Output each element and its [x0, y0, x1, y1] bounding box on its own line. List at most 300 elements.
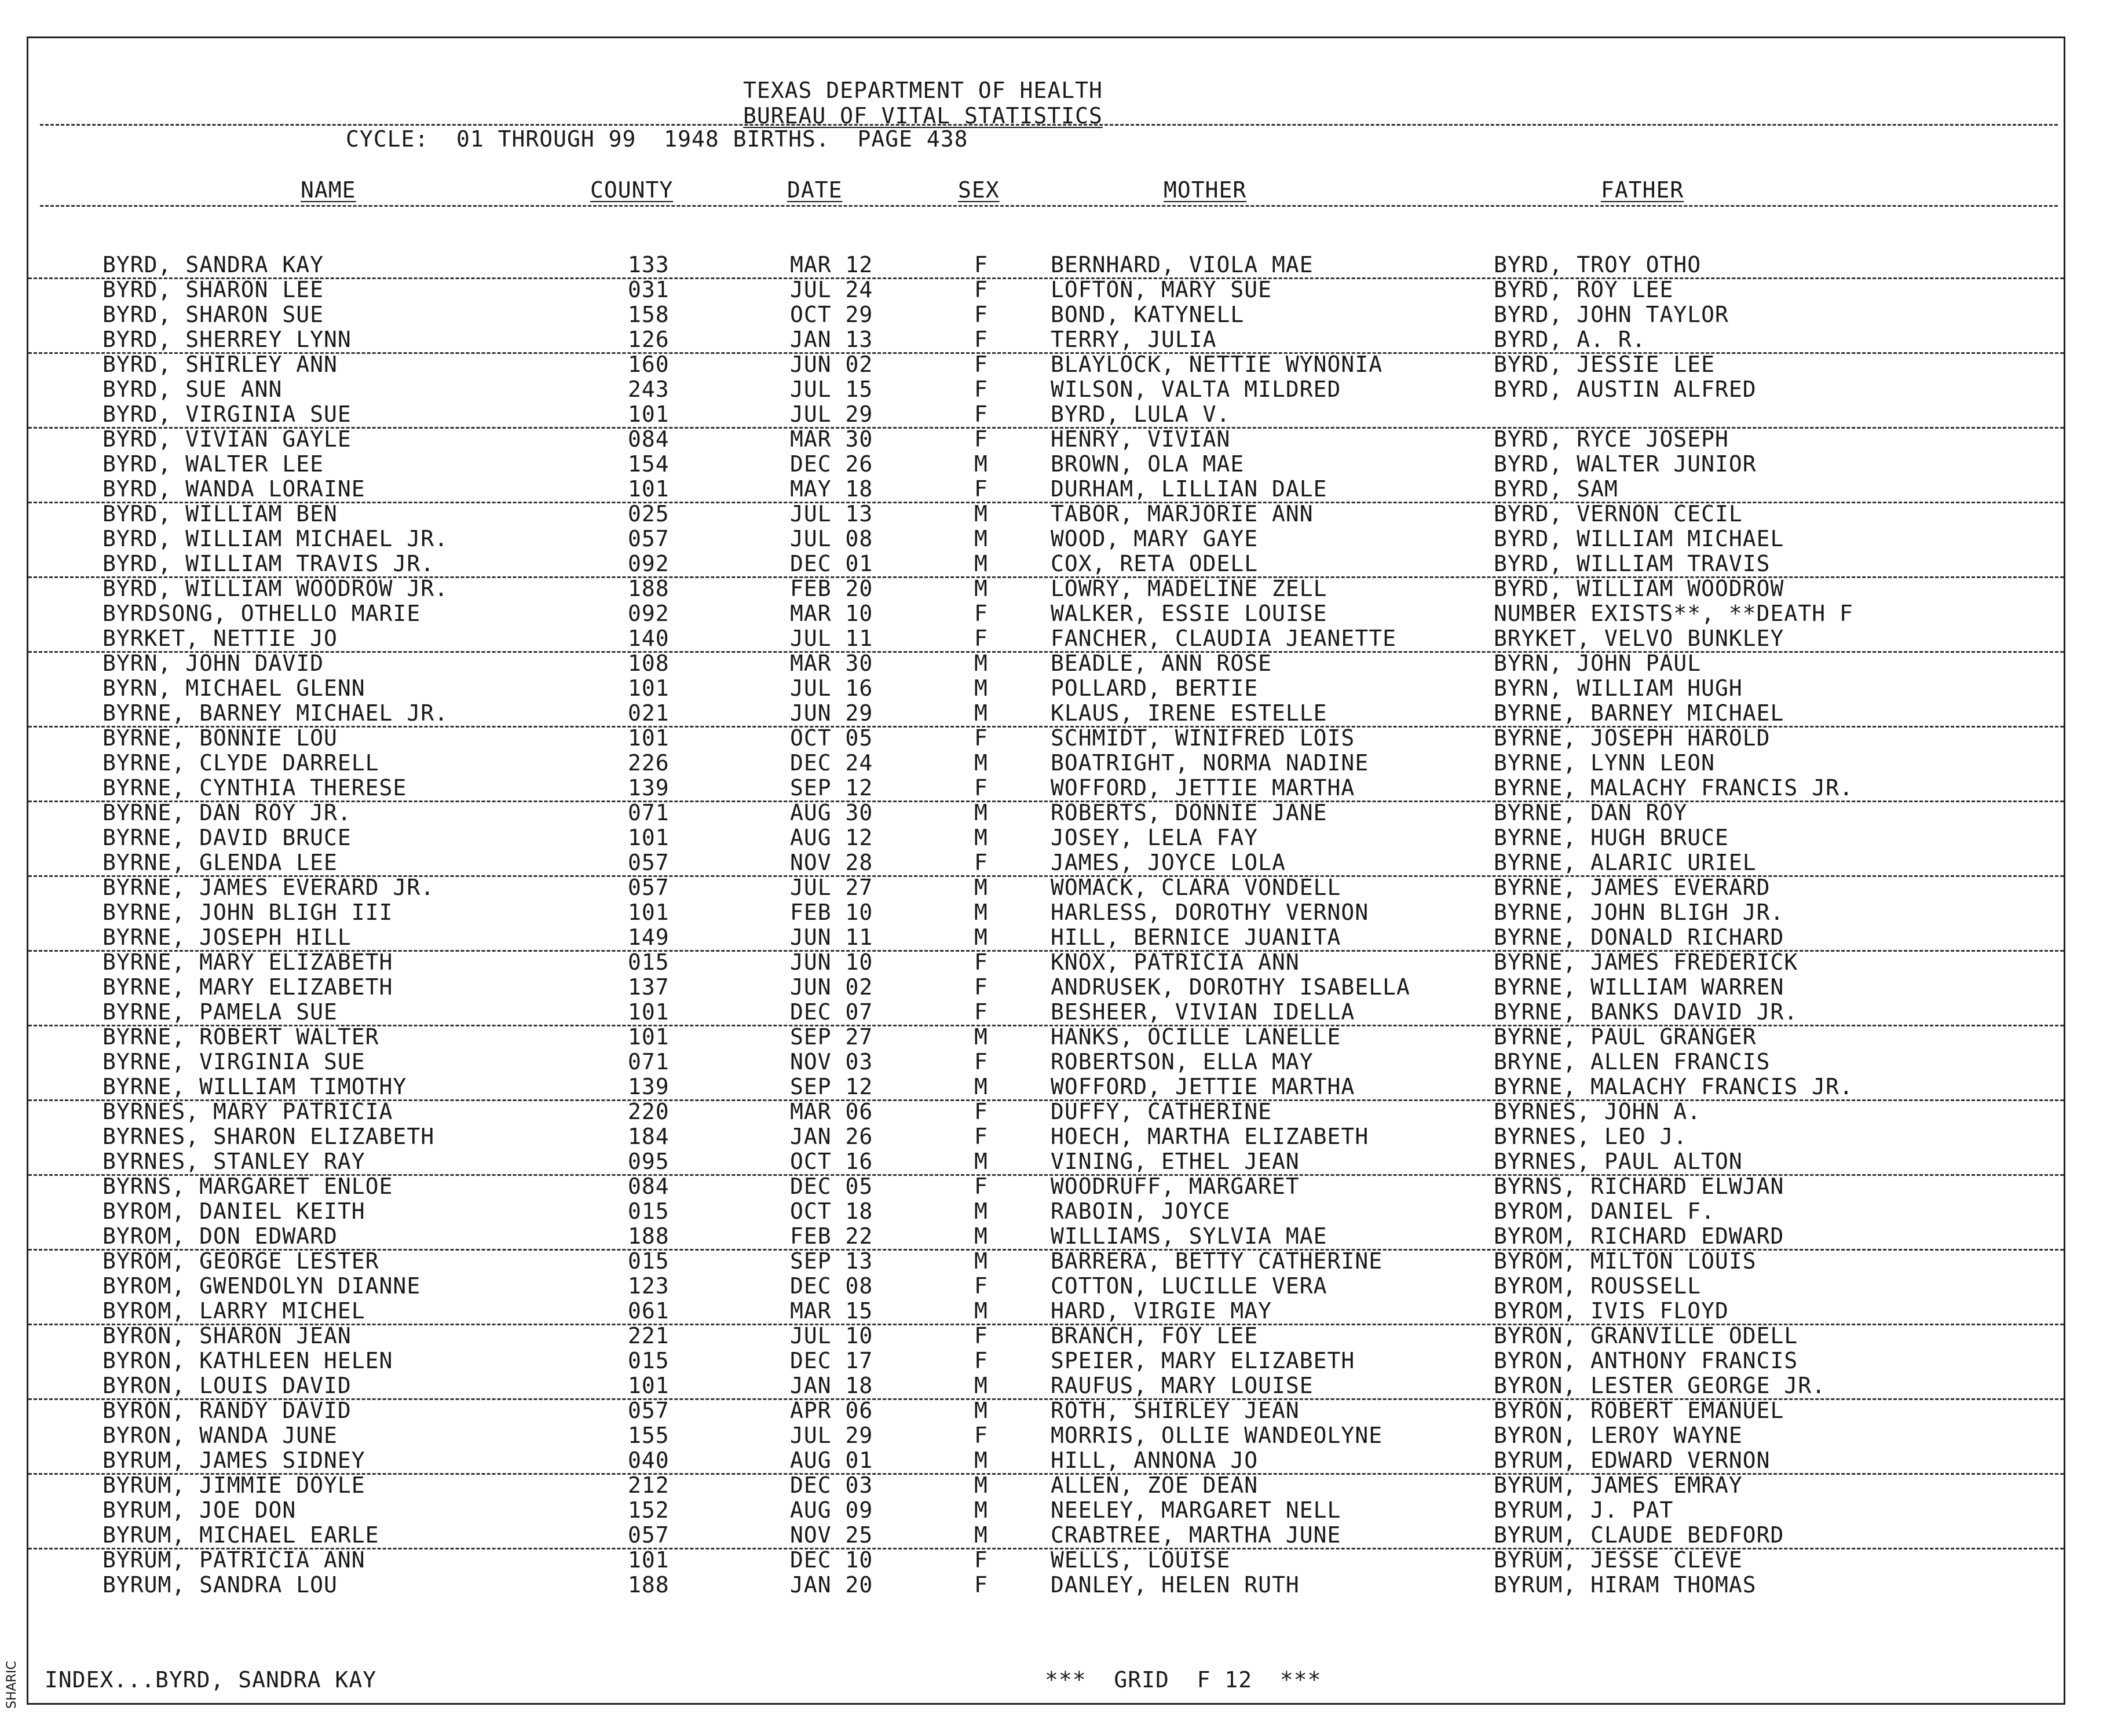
- cell-name: BYRD, SANDRA KAY: [103, 252, 324, 277]
- cell-father: BRYKET, VELVO BUNKLEY: [1494, 626, 1784, 651]
- cell-father: BYRON, LESTER GEORGE JR.: [1494, 1373, 1826, 1398]
- cell-sex: F: [974, 302, 988, 327]
- cell-name: BYRON, WANDA JUNE: [103, 1423, 338, 1448]
- cell-name: BYRN, MICHAEL GLENN: [103, 675, 365, 701]
- table-row: [28, 1199, 2064, 1224]
- cell-county: 015: [628, 1348, 670, 1373]
- cell-mother: ROBERTS, DONNIE JANE: [1051, 800, 1327, 825]
- cell-name: BYRD, WILLIAM WOODROW JR.: [103, 576, 448, 601]
- cell-father: BYRD, WILLIAM TRAVIS: [1494, 551, 1771, 576]
- cell-county: 101: [628, 1373, 670, 1398]
- table-row: [28, 1274, 2064, 1299]
- cell-mother: VINING, ETHEL JEAN: [1051, 1149, 1300, 1174]
- cell-mother: WOOD, MARY GAYE: [1051, 526, 1259, 551]
- table-row: [28, 527, 2064, 551]
- cell-date: DEC 26: [790, 451, 873, 477]
- cell-county: 057: [628, 1398, 670, 1423]
- cell-sex: M: [974, 650, 988, 676]
- cell-name: BYRD, WILLIAM BEN: [103, 501, 338, 527]
- table-row: [28, 1324, 2064, 1348]
- cell-father: BYRNE, HUGH BRUCE: [1494, 825, 1729, 850]
- cell-county: 084: [628, 426, 670, 452]
- cell-date: MAR 06: [790, 1099, 873, 1124]
- cell-date: JUL 27: [790, 875, 873, 900]
- cell-date: JUN 02: [790, 974, 873, 1000]
- cell-mother: CRABTREE, MARTHA JUNE: [1051, 1522, 1341, 1548]
- cell-mother: HENRY, VIVIAN: [1051, 426, 1231, 452]
- cell-sex: M: [974, 800, 988, 825]
- cell-county: 025: [628, 501, 670, 527]
- cell-mother: WOFFORD, JETTIE MARTHA: [1051, 775, 1355, 801]
- cell-date: MAR 10: [790, 601, 873, 626]
- cell-mother: FANCHER, CLAUDIA JEANETTE: [1051, 626, 1396, 651]
- table-row: [28, 402, 2064, 429]
- records-table: [28, 38, 2064, 1703]
- table-row: [28, 327, 2064, 354]
- cell-father: BYRON, LEROY WAYNE: [1494, 1423, 1743, 1448]
- table-row: [28, 975, 2064, 1000]
- cell-mother: BOATRIGHT, NORMA NADINE: [1051, 750, 1369, 776]
- cell-father: BYRD, TROY OTHO: [1494, 252, 1702, 277]
- cell-name: BYRDSONG, OTHELLO MARIE: [103, 601, 421, 626]
- cell-mother: TERRY, JULIA: [1051, 327, 1217, 352]
- cell-sex: M: [974, 875, 988, 900]
- column-header-father: FATHER: [1601, 177, 1684, 203]
- cell-name: BYRUM, SANDRA LOU: [103, 1572, 338, 1598]
- cell-sex: F: [974, 252, 988, 277]
- cell-name: BYRD, WANDA LORAINE: [103, 476, 365, 502]
- cell-county: 101: [628, 476, 670, 502]
- cell-name: BYRUM, PATRICIA ANN: [103, 1547, 365, 1573]
- cell-date: SEP 12: [790, 775, 873, 801]
- table-row: [28, 1373, 2064, 1400]
- cell-name: BYRUM, JOE DON: [103, 1497, 297, 1523]
- table-row: [28, 452, 2064, 477]
- cell-sex: F: [974, 775, 988, 801]
- cell-sex: M: [974, 675, 988, 701]
- cell-name: BYRON, RANDY DAVID: [103, 1398, 352, 1423]
- cell-sex: M: [974, 1497, 988, 1523]
- cell-father: BYRUM, J. PAT: [1494, 1497, 1674, 1523]
- cell-name: BYROM, GEORGE LESTER: [103, 1248, 379, 1274]
- cell-county: 155: [628, 1423, 670, 1448]
- cell-county: 092: [628, 551, 670, 576]
- table-row: [28, 925, 2064, 952]
- cell-county: 137: [628, 974, 670, 1000]
- cell-name: BYRD, SHIRLEY ANN: [103, 352, 338, 377]
- cell-father: BYRUM, EDWARD VERNON: [1494, 1448, 1771, 1473]
- cell-sex: F: [974, 601, 988, 626]
- cell-father: BRYNE, ALLEN FRANCIS: [1494, 1049, 1771, 1075]
- cell-date: AUG 30: [790, 800, 873, 825]
- table-row: [28, 701, 2064, 728]
- table-row: [28, 726, 2064, 751]
- cell-sex: F: [974, 476, 988, 502]
- cell-date: MAR 30: [790, 426, 873, 452]
- cell-father: BYRUM, JESSE CLEVE: [1494, 1547, 1743, 1573]
- table-row: [28, 1050, 2064, 1075]
- table-row: [28, 1224, 2064, 1251]
- cell-sex: F: [974, 1124, 988, 1149]
- cell-date: NOV 28: [790, 850, 873, 875]
- cell-sex: F: [974, 1273, 988, 1299]
- cell-county: 095: [628, 1149, 670, 1174]
- cell-name: BYRD, SHERREY LYNN: [103, 327, 352, 352]
- cell-date: JUL 08: [790, 526, 873, 551]
- cell-county: 101: [628, 675, 670, 701]
- cell-date: FEB 22: [790, 1223, 873, 1249]
- cell-name: BYRNE, DAN ROY JR.: [103, 800, 352, 825]
- cell-county: 057: [628, 526, 670, 551]
- table-row: [28, 253, 2064, 279]
- table-row: [28, 1398, 2064, 1423]
- report-subtitle: BUREAU OF VITAL STATISTICS: [743, 103, 1103, 129]
- cell-father: NUMBER EXISTS**, **DEATH F: [1494, 601, 1853, 626]
- cell-sex: F: [974, 1099, 988, 1124]
- cell-sex: F: [974, 725, 988, 751]
- cell-sex: M: [974, 1398, 988, 1423]
- table-row: [28, 1423, 2064, 1448]
- cell-mother: DANLEY, HELEN RUTH: [1051, 1572, 1300, 1598]
- column-header-mother: MOTHER: [1164, 177, 1247, 203]
- cell-father: BYRNE, DAN ROY: [1494, 800, 1688, 825]
- cell-sex: F: [974, 1572, 988, 1598]
- cell-father: BYRON, ANTHONY FRANCIS: [1494, 1348, 1798, 1373]
- cell-county: 101: [628, 401, 670, 427]
- cell-mother: BEADLE, ANN ROSE: [1051, 650, 1272, 676]
- cell-name: BYRUM, MICHAEL EARLE: [103, 1522, 379, 1548]
- cell-mother: SCHMIDT, WINIFRED LOIS: [1051, 725, 1355, 751]
- table-row: [28, 551, 2064, 578]
- table-row: [28, 1448, 2064, 1475]
- table-row: [28, 277, 2064, 302]
- table-row: [28, 1000, 2064, 1026]
- cell-father: BYRNE, LYNN LEON: [1494, 750, 1716, 776]
- table-row: [28, 1075, 2064, 1101]
- cell-mother: ALLEN, ZOE DEAN: [1051, 1472, 1259, 1498]
- cell-county: 140: [628, 626, 670, 651]
- cell-sex: M: [974, 1298, 988, 1324]
- cell-county: 152: [628, 1497, 670, 1523]
- cell-date: OCT 29: [790, 302, 873, 327]
- cell-mother: BYRD, LULA V.: [1051, 401, 1231, 427]
- cell-mother: WILLIAMS, SYLVIA MAE: [1051, 1223, 1327, 1249]
- cell-sex: F: [974, 1348, 988, 1373]
- table-row: [28, 1299, 2064, 1325]
- table-row: [28, 1573, 2064, 1598]
- table-row: [28, 1099, 2064, 1124]
- cell-date: JUL 24: [790, 277, 873, 302]
- cell-father: BYRD, RYCE JOSEPH: [1494, 426, 1729, 452]
- cell-mother: WOODRUFF, MARGARET: [1051, 1174, 1300, 1199]
- cell-name: BYRUM, JIMMIE DOYLE: [103, 1472, 365, 1498]
- cell-father: BYRNE, ALARIC URIEL: [1494, 850, 1757, 875]
- table-row: [28, 950, 2064, 975]
- table-row: [28, 377, 2064, 402]
- cell-name: BYRNE, CLYDE DARRELL: [103, 750, 379, 776]
- cell-sex: F: [974, 401, 988, 427]
- cell-name: BYRNE, WILLIAM TIMOTHY: [103, 1074, 407, 1099]
- cell-county: 015: [628, 949, 670, 975]
- cell-sex: M: [974, 1223, 988, 1249]
- cell-date: OCT 18: [790, 1198, 873, 1224]
- cell-sex: M: [974, 1149, 988, 1174]
- cell-date: AUG 09: [790, 1497, 873, 1523]
- cell-mother: HOECH, MARTHA ELIZABETH: [1051, 1124, 1369, 1149]
- cell-father: BYRNE, BARNEY MICHAEL: [1494, 700, 1784, 726]
- cell-name: BYRD, WILLIAM MICHAEL JR.: [103, 526, 448, 551]
- cell-mother: BLAYLOCK, NETTIE WYNONIA: [1051, 352, 1383, 377]
- cell-mother: RAUFUS, MARY LOUISE: [1051, 1373, 1314, 1398]
- cell-name: BYRN, JOHN DAVID: [103, 650, 324, 676]
- cell-name: BYRD, VIVIAN GAYLE: [103, 426, 352, 452]
- table-row: [28, 1348, 2064, 1373]
- cell-father: BYRNE, JOSEPH HAROLD: [1494, 725, 1771, 751]
- cell-county: 188: [628, 1572, 670, 1598]
- cell-name: BYRON, KATHLEEN HELEN: [103, 1348, 393, 1373]
- column-header-date: DATE: [787, 177, 843, 203]
- cell-father: BYROM, DANIEL F.: [1494, 1198, 1716, 1224]
- cell-father: BYRNE, MALACHY FRANCIS JR.: [1494, 1074, 1853, 1099]
- cell-county: 133: [628, 252, 670, 277]
- table-row: [28, 825, 2064, 850]
- cell-father: BYRN, WILLIAM HUGH: [1494, 675, 1743, 701]
- cell-date: JAN 20: [790, 1572, 873, 1598]
- cell-mother: WELLS, LOUISE: [1051, 1547, 1231, 1573]
- cell-sex: F: [974, 999, 988, 1025]
- cell-name: BYRNES, MARY PATRICIA: [103, 1099, 393, 1124]
- table-row: [28, 1523, 2064, 1549]
- cell-mother: JOSEY, LELA FAY: [1051, 825, 1259, 850]
- table-row: [28, 776, 2064, 802]
- cell-mother: BESHEER, VIVIAN IDELLA: [1051, 999, 1355, 1025]
- cell-mother: BRANCH, FOY LEE: [1051, 1323, 1259, 1348]
- cell-father: BYRNES, LEO J.: [1494, 1124, 1688, 1149]
- cell-county: 160: [628, 352, 670, 377]
- table-row: [28, 1174, 2064, 1199]
- cell-father: BYROM, MILTON LOUIS: [1494, 1248, 1757, 1274]
- cell-sex: M: [974, 924, 988, 950]
- cell-father: BYRN, JOHN PAUL: [1494, 650, 1702, 676]
- table-row: [28, 1025, 2064, 1050]
- cell-mother: HILL, ANNONA JO: [1051, 1448, 1259, 1473]
- table-row: [28, 801, 2064, 825]
- cell-name: BYRD, SHARON SUE: [103, 302, 324, 327]
- table-row: [28, 576, 2064, 601]
- cell-father: BYRNE, BANKS DAVID JR.: [1494, 999, 1798, 1025]
- cell-county: 188: [628, 576, 670, 601]
- cell-father: BYRD, JESSIE LEE: [1494, 352, 1716, 377]
- cell-date: FEB 10: [790, 900, 873, 925]
- report-title: TEXAS DEPARTMENT OF HEALTH: [743, 78, 1103, 103]
- cell-county: 139: [628, 775, 670, 801]
- cell-sex: F: [974, 426, 988, 452]
- cell-date: MAY 18: [790, 476, 873, 502]
- cell-father: BYRD, ROY LEE: [1494, 277, 1674, 302]
- cell-county: 188: [628, 1223, 670, 1249]
- cell-date: SEP 13: [790, 1248, 873, 1274]
- cell-county: 021: [628, 700, 670, 726]
- cell-sex: M: [974, 750, 988, 776]
- cell-father: BYROM, RICHARD EDWARD: [1494, 1223, 1784, 1249]
- cell-mother: LOWRY, MADELINE ZELL: [1051, 576, 1327, 601]
- cell-mother: MORRIS, OLLIE WANDEOLYNE: [1051, 1423, 1383, 1448]
- cell-county: 101: [628, 1547, 670, 1573]
- cell-county: 154: [628, 451, 670, 477]
- cell-father: BYRNE, WILLIAM WARREN: [1494, 974, 1784, 1000]
- cell-mother: RABOIN, JOYCE: [1051, 1198, 1231, 1224]
- cell-sex: F: [974, 1547, 988, 1573]
- cell-name: BYRD, VIRGINIA SUE: [103, 401, 352, 427]
- cell-name: BYROM, LARRY MICHEL: [103, 1298, 365, 1324]
- cell-date: OCT 16: [790, 1149, 873, 1174]
- cell-mother: HANKS, OCILLE LANELLE: [1051, 1024, 1341, 1050]
- cell-date: DEC 10: [790, 1547, 873, 1573]
- cell-date: JUN 10: [790, 949, 873, 975]
- cell-mother: DUFFY, CATHERINE: [1051, 1099, 1272, 1124]
- cell-father: BYRD, WALTER JUNIOR: [1494, 451, 1757, 477]
- cell-date: FEB 20: [790, 576, 873, 601]
- cell-name: BYROM, DANIEL KEITH: [103, 1198, 365, 1224]
- cell-name: BYRD, SUE ANN: [103, 377, 283, 402]
- cell-date: JUL 13: [790, 501, 873, 527]
- cell-sex: F: [974, 626, 988, 651]
- cell-father: BYRD, WILLIAM WOODROW: [1494, 576, 1784, 601]
- cell-mother: ROBERTSON, ELLA MAY: [1051, 1049, 1314, 1075]
- side-stamp: SHARIC: [5, 1661, 19, 1709]
- cell-date: SEP 12: [790, 1074, 873, 1099]
- column-header-sex: SEX: [958, 177, 1000, 203]
- cell-county: 126: [628, 327, 670, 352]
- cell-mother: HARLESS, DOROTHY VERNON: [1051, 900, 1369, 925]
- cell-father: BYRD, A. R.: [1494, 327, 1646, 352]
- cell-date: AUG 12: [790, 825, 873, 850]
- cell-name: BYRNE, JAMES EVERARD JR.: [103, 875, 435, 900]
- cell-sex: F: [974, 1323, 988, 1348]
- cell-date: DEC 03: [790, 1472, 873, 1498]
- cell-date: JAN 13: [790, 327, 873, 352]
- cell-mother: BARRERA, BETTY CATHERINE: [1051, 1248, 1383, 1274]
- cell-name: BYRNE, JOSEPH HILL: [103, 924, 352, 950]
- cell-county: 084: [628, 1174, 670, 1199]
- cell-sex: M: [974, 1472, 988, 1498]
- cell-sex: M: [974, 1248, 988, 1274]
- cell-county: 061: [628, 1298, 670, 1324]
- cell-mother: DURHAM, LILLIAN DALE: [1051, 476, 1327, 502]
- cell-date: JUN 29: [790, 700, 873, 726]
- table-row: [28, 1548, 2064, 1573]
- cell-name: BYRD, WALTER LEE: [103, 451, 324, 477]
- cell-mother: HARD, VIRGIE MAY: [1051, 1298, 1272, 1324]
- table-row: [28, 352, 2064, 377]
- table-row: [28, 1249, 2064, 1274]
- cell-sex: F: [974, 1423, 988, 1448]
- cell-county: 092: [628, 601, 670, 626]
- cell-date: JUL 16: [790, 675, 873, 701]
- cell-date: JUL 15: [790, 377, 873, 402]
- cell-county: 139: [628, 1074, 670, 1099]
- cell-name: BYRON, SHARON JEAN: [103, 1323, 352, 1348]
- cell-name: BYRNE, DAVID BRUCE: [103, 825, 352, 850]
- table-row: [28, 875, 2064, 900]
- table-row: [28, 427, 2064, 452]
- cell-name: BYROM, GWENDOLYN DIANNE: [103, 1273, 421, 1299]
- cell-name: BYRKET, NETTIE JO: [103, 626, 338, 651]
- table-row: [28, 502, 2064, 527]
- cell-mother: NEELEY, MARGARET NELL: [1051, 1497, 1341, 1523]
- cell-father: BYRNE, JAMES EVERARD: [1494, 875, 1771, 900]
- cell-sex: F: [974, 949, 988, 975]
- column-header-county: COUNTY: [590, 177, 674, 203]
- cell-father: BYRUM, JAMES EMRAY: [1494, 1472, 1743, 1498]
- cell-mother: COX, RETA ODELL: [1051, 551, 1259, 576]
- cell-name: BYROM, DON EDWARD: [103, 1223, 338, 1249]
- table-row: [28, 1498, 2064, 1523]
- cell-sex: M: [974, 1198, 988, 1224]
- cell-date: DEC 05: [790, 1174, 873, 1199]
- column-header-name: NAME: [301, 177, 356, 203]
- cycle-line: CYCLE: 01 THROUGH 99 1948 BIRTHS. PAGE 438: [346, 126, 968, 152]
- cell-mother: ROTH, SHIRLEY JEAN: [1051, 1398, 1300, 1423]
- cell-date: SEP 27: [790, 1024, 873, 1050]
- cell-name: BYRNE, JOHN BLIGH III: [103, 900, 393, 925]
- cell-date: JUL 29: [790, 401, 873, 427]
- cell-sex: M: [974, 451, 988, 477]
- cell-county: 221: [628, 1323, 670, 1348]
- cell-county: 057: [628, 875, 670, 900]
- cell-mother: SPEIER, MARY ELIZABETH: [1051, 1348, 1355, 1373]
- cell-mother: COTTON, LUCILLE VERA: [1051, 1273, 1327, 1299]
- table-row: [28, 626, 2064, 653]
- cell-date: JUL 10: [790, 1323, 873, 1348]
- cell-county: 101: [628, 1024, 670, 1050]
- cell-sex: M: [974, 1448, 988, 1473]
- cell-sex: M: [974, 700, 988, 726]
- cell-sex: F: [974, 1049, 988, 1075]
- cell-father: BYRNS, RICHARD ELWJAN: [1494, 1174, 1784, 1199]
- cell-date: NOV 03: [790, 1049, 873, 1075]
- cell-mother: LOFTON, MARY SUE: [1051, 277, 1272, 302]
- cell-name: BYRNE, BONNIE LOU: [103, 725, 338, 751]
- cell-father: BYRNES, PAUL ALTON: [1494, 1149, 1743, 1174]
- cell-name: BYRNE, GLENDA LEE: [103, 850, 338, 875]
- table-row: [28, 850, 2064, 877]
- cell-county: 071: [628, 1049, 670, 1075]
- cell-county: 158: [628, 302, 670, 327]
- cell-mother: KLAUS, IRENE ESTELLE: [1051, 700, 1327, 726]
- cell-name: BYRNE, ROBERT WALTER: [103, 1024, 379, 1050]
- table-row: [28, 1149, 2064, 1176]
- footer-grid: *** GRID F 12 ***: [1045, 1667, 1322, 1693]
- cell-father: BYRON, GRANVILLE ODELL: [1494, 1323, 1798, 1348]
- table-row: [28, 601, 2064, 626]
- table-row: [28, 676, 2064, 701]
- cell-father: BYRD, WILLIAM MICHAEL: [1494, 526, 1784, 551]
- cell-date: DEC 07: [790, 999, 873, 1025]
- cell-mother: ANDRUSEK, DOROTHY ISABELLA: [1051, 974, 1410, 1000]
- cell-date: JAN 26: [790, 1124, 873, 1149]
- cell-county: 101: [628, 900, 670, 925]
- cell-county: 031: [628, 277, 670, 302]
- cell-mother: WOFFORD, JETTIE MARTHA: [1051, 1074, 1355, 1099]
- cell-county: 123: [628, 1273, 670, 1299]
- cell-sex: F: [974, 974, 988, 1000]
- table-row: [28, 900, 2064, 925]
- cell-mother: TABOR, MARJORIE ANN: [1051, 501, 1314, 527]
- cell-sex: M: [974, 900, 988, 925]
- table-row: [28, 477, 2064, 503]
- cell-mother: WOMACK, CLARA VONDELL: [1051, 875, 1341, 900]
